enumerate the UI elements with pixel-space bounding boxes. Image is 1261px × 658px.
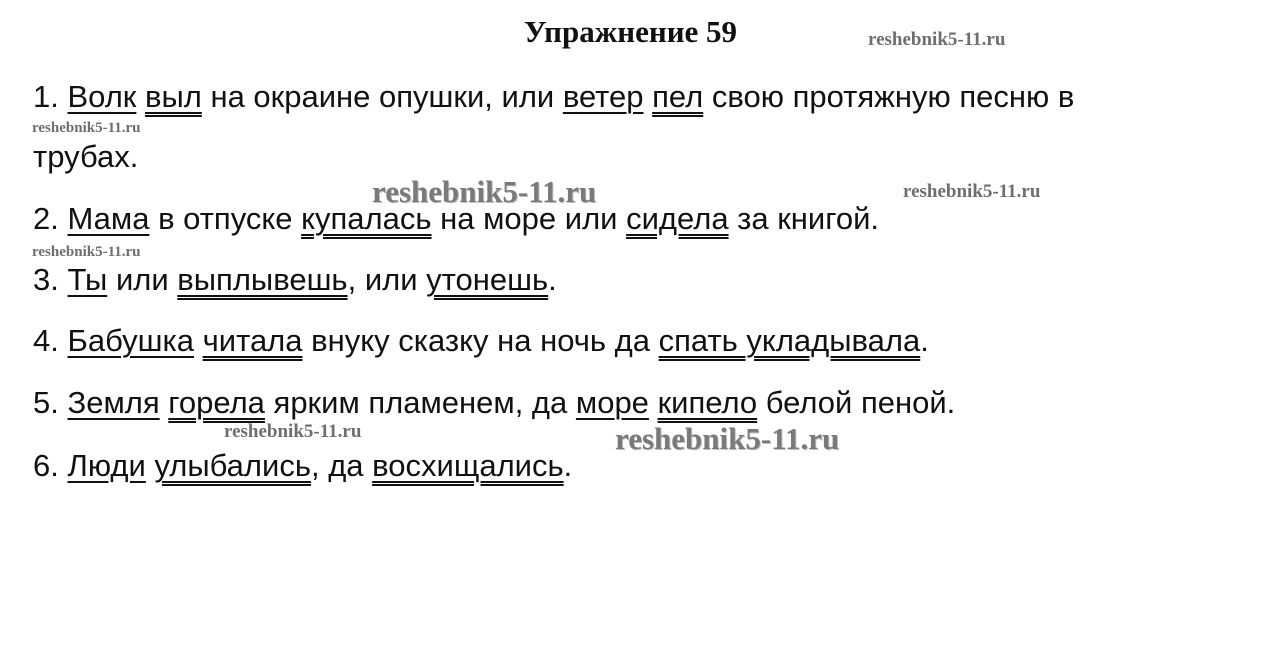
sentence-number: 2. xyxy=(33,201,59,236)
sentence-number: 1. xyxy=(33,79,59,114)
watermark: reshebnik5-11.ru xyxy=(615,421,840,456)
sentence-text xyxy=(136,79,145,114)
sentence-line xyxy=(33,67,1074,127)
page-title: Упражнение 59 xyxy=(523,14,738,49)
subject-word: ветер xyxy=(562,79,644,114)
predicate-word: улыбались xyxy=(154,448,311,483)
subject-word: Ты xyxy=(67,262,108,297)
sentence-fragments xyxy=(67,262,556,297)
sentence-text: , или xyxy=(347,262,427,297)
predicate-word: кипело xyxy=(657,385,758,420)
sentence-text: белой пеной. xyxy=(757,385,956,420)
predicate-word: утонешь xyxy=(426,262,549,297)
sentence-line xyxy=(33,311,929,371)
watermark: reshebnik5-11.ru xyxy=(32,120,141,136)
subject-word: Земля xyxy=(67,385,160,420)
sentence-fragments xyxy=(67,323,928,358)
sentence-text xyxy=(649,385,658,420)
sentence-fragments xyxy=(33,139,138,174)
subject-word: Мама xyxy=(67,201,150,236)
sentence-text: на окраине опушки, или xyxy=(201,79,563,114)
watermark: reshebnik5-11.ru xyxy=(372,174,597,209)
sentence-text: . xyxy=(563,448,573,483)
predicate-word: сидела xyxy=(626,201,729,236)
sentence-text: ярким пламенем, да xyxy=(264,385,576,420)
subject-word: море xyxy=(575,385,649,420)
sentence-fragments xyxy=(67,385,955,420)
predicate-word: выл xyxy=(145,79,202,114)
sentence-1 xyxy=(33,67,1074,187)
sentence-text: в отпуске xyxy=(149,201,302,236)
subject-word: Люди xyxy=(67,448,146,483)
sentence-text xyxy=(194,323,203,358)
predicate-word: купалась xyxy=(301,201,432,236)
sentence-4 xyxy=(33,311,929,371)
sentence-text: свою протяжную песню в xyxy=(703,79,1075,114)
sentence-number: 5. xyxy=(33,385,59,420)
sentence-6 xyxy=(33,436,572,496)
sentence-text: , да xyxy=(310,448,373,483)
predicate-word: выплывешь xyxy=(177,262,348,297)
watermark: reshebnik5-11.ru xyxy=(32,244,141,260)
sentence-text: или xyxy=(107,262,178,297)
sentence-number: 4. xyxy=(33,323,59,358)
predicate-word: горела xyxy=(168,385,265,420)
sentence-text: . xyxy=(920,323,929,358)
subject-word: Волк xyxy=(67,79,137,114)
predicate-word: пел xyxy=(652,79,704,114)
sentence-text xyxy=(644,79,653,114)
sentence-fragments xyxy=(67,448,572,483)
sentence-text: за книгой. xyxy=(728,201,880,236)
sentence-number: 6. xyxy=(33,448,59,483)
predicate-word: читала xyxy=(202,323,303,358)
watermark: reshebnik5-11.ru xyxy=(224,421,362,442)
watermark: reshebnik5-11.ru xyxy=(903,181,1041,202)
sentence-number: 3. xyxy=(33,262,59,297)
sentence-line xyxy=(33,436,572,496)
predicate-word: спать укладывала xyxy=(658,323,921,358)
sentence-text: внуку сказку на ночь да xyxy=(302,323,659,358)
sentence-text: . xyxy=(548,262,557,297)
watermark: reshebnik5-11.ru xyxy=(868,29,1006,50)
sentence-text: трубах. xyxy=(33,139,139,174)
sentence-fragments xyxy=(67,79,1074,114)
predicate-word: восхищались xyxy=(372,448,564,483)
sentence-text xyxy=(160,385,169,420)
sentence-text: на море или xyxy=(431,201,627,236)
subject-word: Бабушка xyxy=(67,323,194,358)
